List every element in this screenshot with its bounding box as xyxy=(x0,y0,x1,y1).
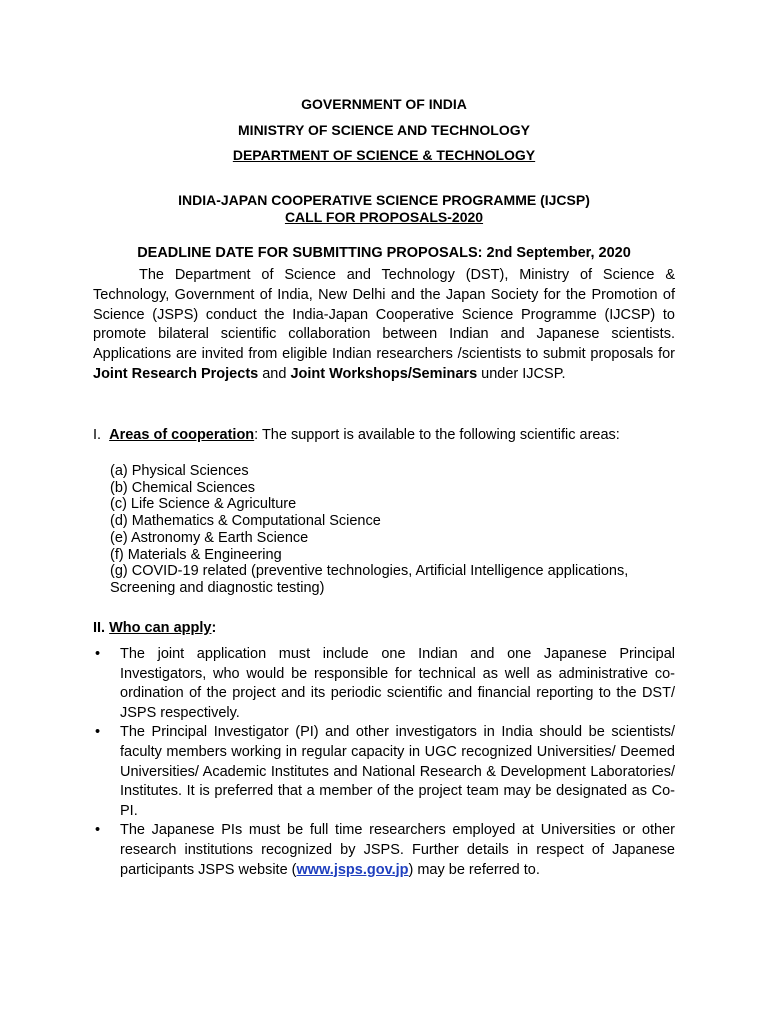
eligibility-item: • The joint application must include one Indian and one Japanese Principal Investigators, who would be responsible for technical as well as administrative co-ordination of the project and its periodic scientific and financial reporting to the DST/ JSPS respectively. xyxy=(95,646,675,721)
joint-workshops: Joint Workshops/Seminars xyxy=(290,365,478,382)
areas-title: Areas of cooperation xyxy=(109,427,255,443)
bullet-icon: • xyxy=(95,822,101,839)
jsps-website-link[interactable]: www.jsps.gov.jp xyxy=(296,861,409,878)
joint-research-projects: Joint Research Projects xyxy=(93,365,259,382)
eligibility-item: • The Japanese PIs must be full time researchers employed at Universities or other research institutions recognized by JSPS. Further details in respect of Japanese participants JSPS website (www.jsps.gov.jp) may be referred to. xyxy=(95,822,675,878)
area-item: (g) COVID-19 related (preventive technologies, Artificial Intelligence applications, xyxy=(110,563,629,580)
area-item: (b) Chemical Sciences xyxy=(110,479,256,496)
area-item: (c) Life Science & Agriculture xyxy=(110,496,297,513)
intro-paragraph: The Department of Science and Technology (DST), Ministry of Science & Technology, Government of India, New Delhi and the Japan Society for the Promotion of Science (JSPS) conduct the India-Japan Cooperative Science Programme (IJCSP) to promote bilateral scientific collaboration between Indian and Japanese scientists. Applications are invited from eligible Indian researchers /scientists to submit proposals for Joint Research Projects and Joint Workshops/Seminars under IJCSP. xyxy=(93,267,675,382)
eligibility-item: • The Principal Investigator (PI) and other investigators in India should be scientists/ faculty members working in regular capacity in UGC recognized Universities/ Deemed Universities/ Academic Institutes and National Research & Development Laboratories/ Institutes. It is preferred that a member of the project team may be designated as Co-PI. xyxy=(95,724,675,819)
areas-list xyxy=(110,463,628,597)
area-item: (a) Physical Sciences xyxy=(110,463,249,479)
programme-title: INDIA-JAPAN COOPERATIVE SCIENCE PROGRAMME (IJCSP) xyxy=(178,192,590,208)
area-item: (e) Astronomy & Earth Science xyxy=(110,529,309,546)
deadline-heading: DEADLINE DATE FOR SUBMITTING PROPOSALS: 2nd September, 2020 xyxy=(137,245,631,261)
header-ministry: MINISTRY OF SCIENCE AND TECHNOLOGY xyxy=(238,122,530,138)
bullet-icon: • xyxy=(95,646,101,662)
header-government: GOVERNMENT OF INDIA xyxy=(301,96,467,112)
area-item: (f) Materials & Engineering xyxy=(110,546,282,563)
header-department: DEPARTMENT OF SCIENCE & TECHNOLOGY xyxy=(232,147,536,163)
section-who-heading: II. Who can apply: xyxy=(93,620,217,636)
area-item: Screening and diagnostic testing) xyxy=(110,579,325,596)
eligibility-list xyxy=(93,645,675,880)
call-for-proposals: CALL FOR PROPOSALS-2020 xyxy=(284,209,484,225)
who-title: Who can apply xyxy=(109,620,212,636)
area-item: (d) Mathematics & Computational Science xyxy=(110,513,381,530)
section-areas-heading: I. Areas of cooperation: The support is available to the following scientific areas: xyxy=(93,427,620,443)
bullet-icon: • xyxy=(95,724,101,741)
